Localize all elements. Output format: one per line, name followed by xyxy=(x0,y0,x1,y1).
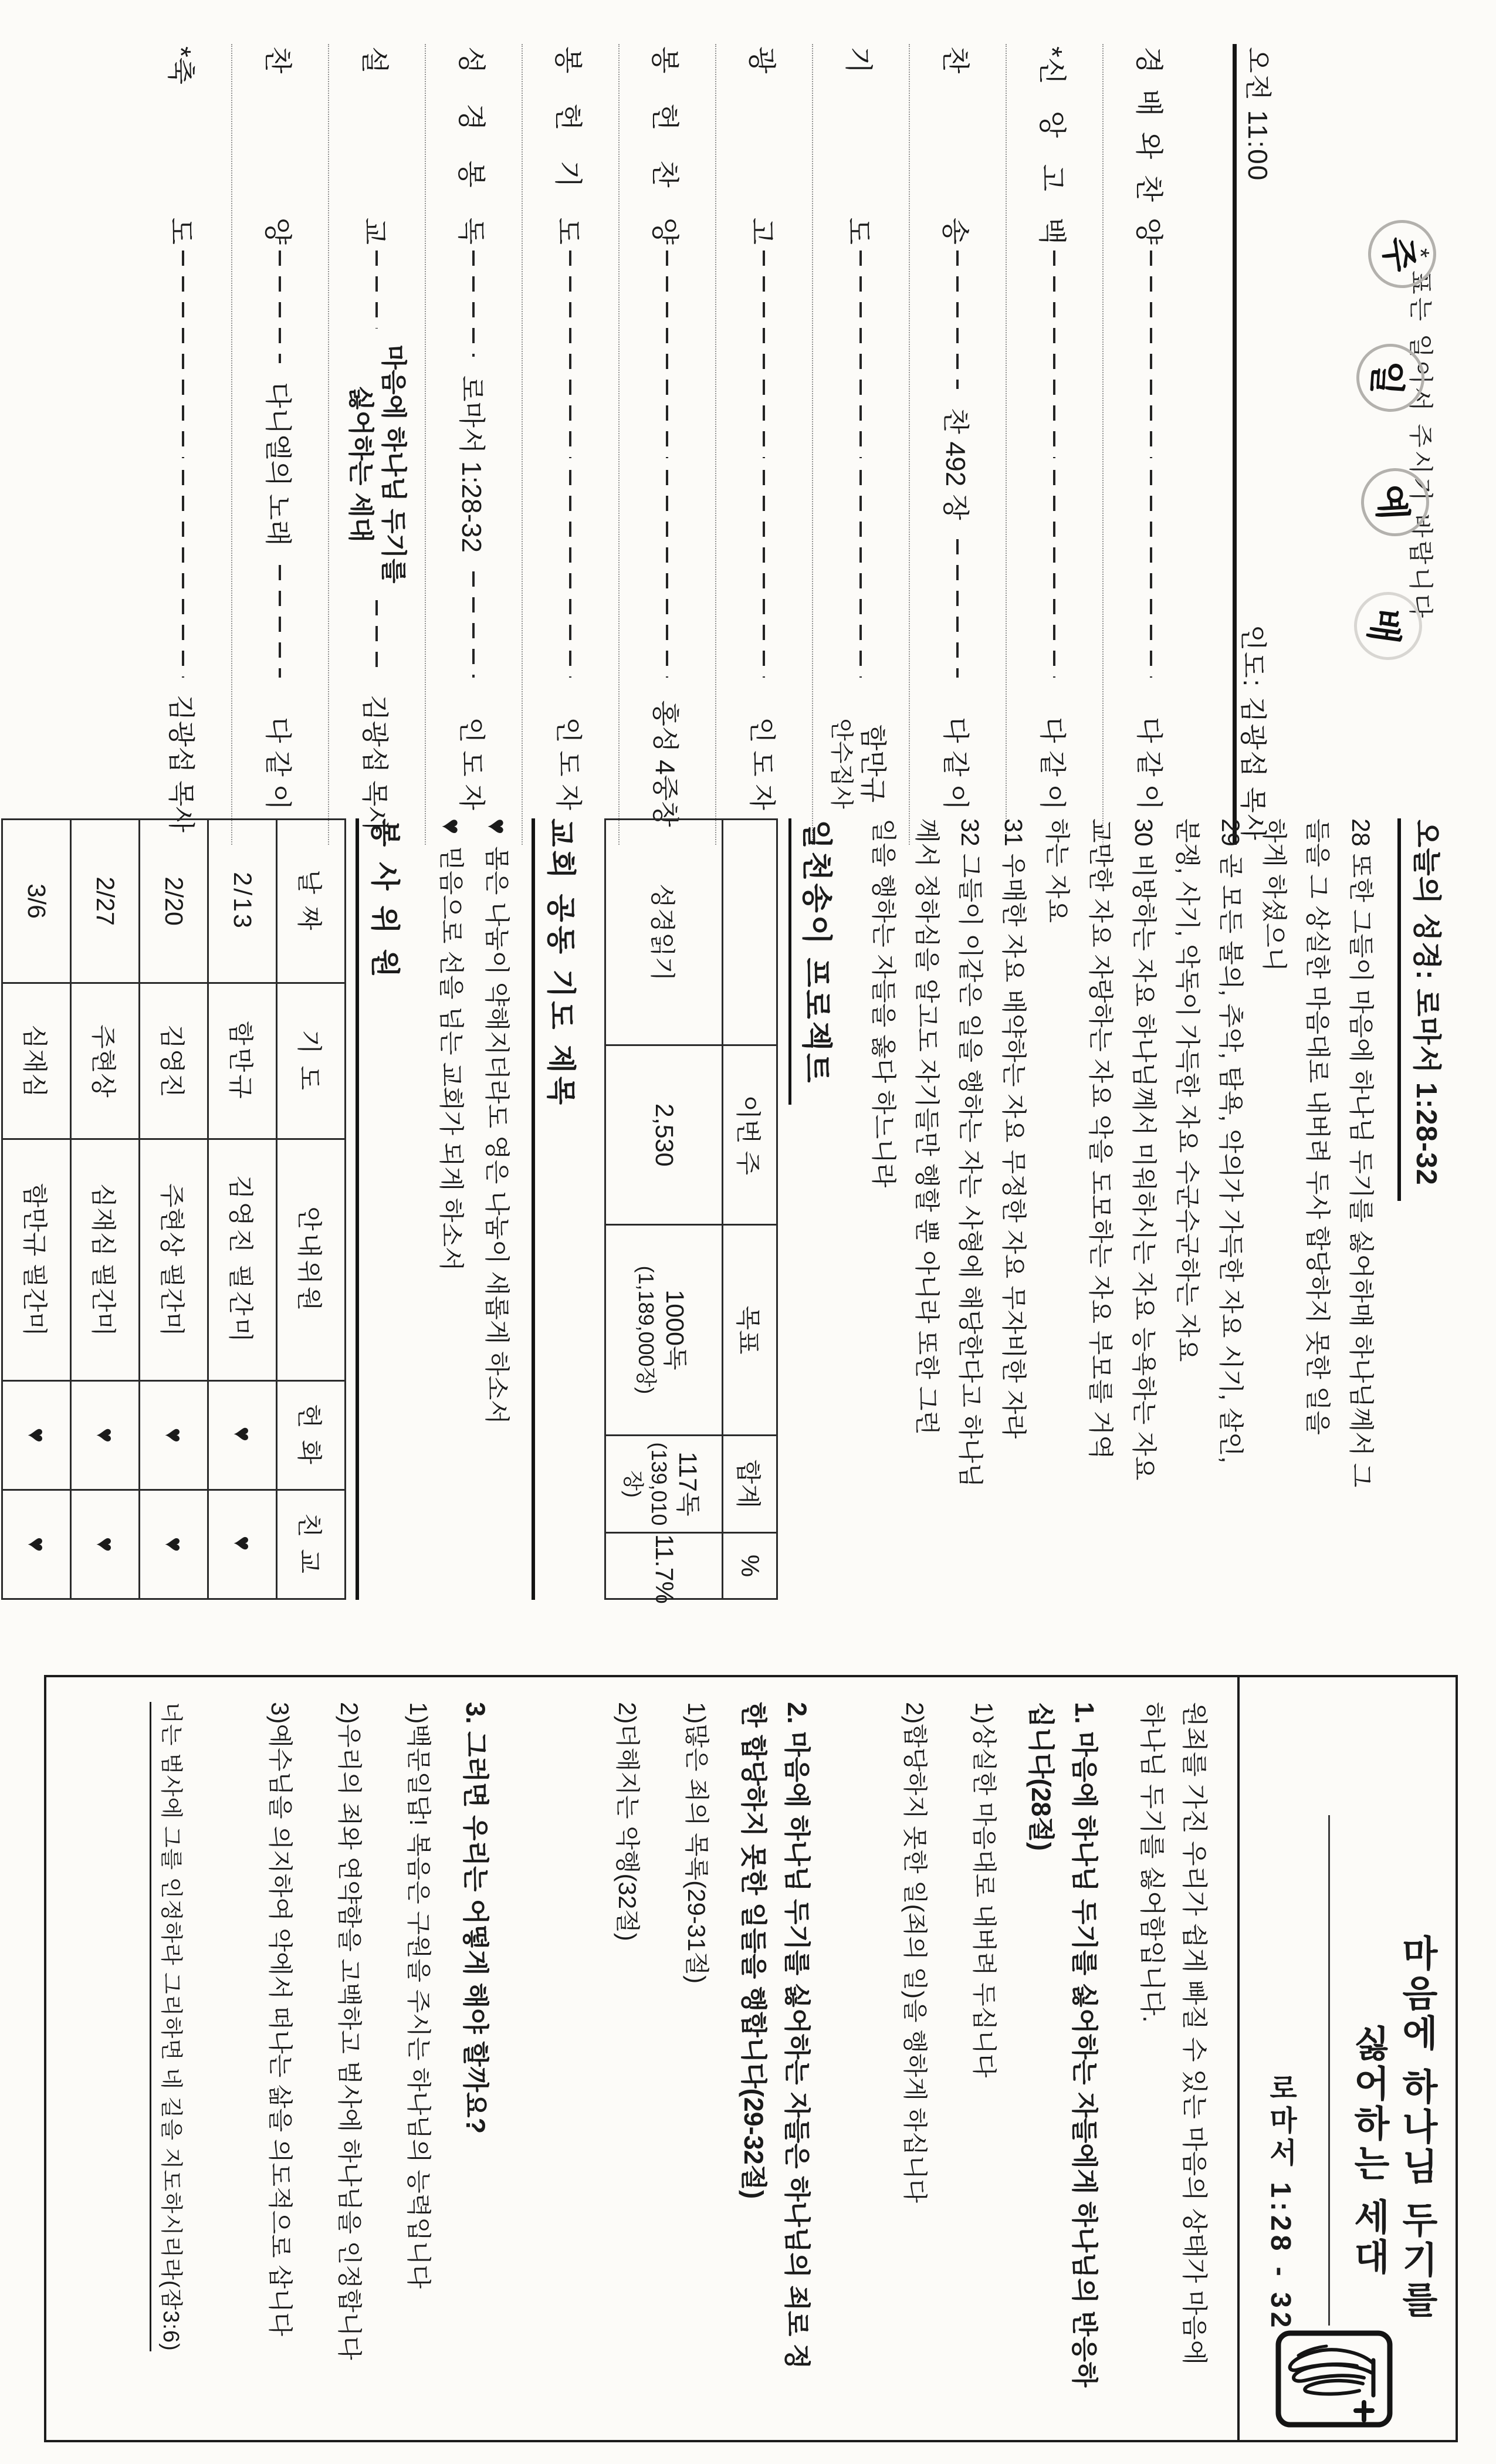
order-item-label: 경 배 와 찬 양 xyxy=(1133,46,1164,245)
volunteers-table xyxy=(1,818,346,1600)
order-item-label: 광 고 xyxy=(746,46,777,245)
sermon-point-2-sub: 1)많은 죄의 목록(29-31절) xyxy=(683,1702,710,1984)
order-item-label: *신 앙 고 백 xyxy=(1036,46,1067,245)
volunteers-row xyxy=(140,820,208,1599)
heart-icon: ♥ xyxy=(2,1380,71,1490)
order-item-label: 설 교 xyxy=(358,46,390,245)
scripture-line: 하는 자요 xyxy=(1043,818,1071,923)
vol-prayer: 심재심 xyxy=(2,983,71,1139)
standing-footnote: * 표는 일어서 주시기 바랍니다 xyxy=(1407,248,1434,621)
vol-date: 2/20 xyxy=(140,820,208,983)
title-circle-char: 예 xyxy=(1359,466,1431,538)
sermon-point-3: 3. 그러면 우리는 어떻게 해야 할까요? xyxy=(461,1702,490,2134)
order-item-label: 찬 양 xyxy=(262,46,293,245)
order-row xyxy=(523,44,620,845)
sermon-point-1-cont: 십니다(28절) xyxy=(1026,1702,1056,1851)
project-col-empty xyxy=(723,820,777,1045)
vol-date: 2/13 xyxy=(208,820,277,983)
scripture-heading: 오늘의 성경: 로마서 1:28-32 xyxy=(1397,818,1449,1201)
order-item-performer: 김광섭 목사 xyxy=(166,695,197,832)
order-row xyxy=(426,44,523,845)
project-goal-value: 1000독 (1,189,000장) xyxy=(605,1225,723,1436)
order-item-label: 성 경 봉 독 xyxy=(455,46,486,245)
scripture-line: 하게 하셨으니 xyxy=(1260,818,1288,972)
volunteers-header-row xyxy=(277,820,346,1599)
order-item-detail: 찬 492 장 xyxy=(940,408,972,520)
scripture-line: 들을 그 상실한 마음대로 내버려 두사 합당하지 못한 일을 xyxy=(1303,818,1331,1435)
project-col-percent: % xyxy=(723,1533,777,1599)
vol-usher: 주현상 필간미 xyxy=(140,1139,208,1380)
title-circle-char: 배 xyxy=(1349,587,1426,664)
sermon-title: 마음에 하나님 두기를 싫어하는 세대 xyxy=(1348,1934,1437,2321)
leader-dashes xyxy=(570,251,572,458)
vol-usher: 함만규 필간미 xyxy=(2,1139,71,1380)
leader-dashes xyxy=(182,251,185,458)
leader-dashes xyxy=(860,251,862,458)
vol-col-date: 날 짜 xyxy=(277,820,346,983)
sermon-intro-line: 원죄를 가진 우리가 쉽게 빠질 수 있는 마음의 상태가 마음에 xyxy=(1180,1702,1209,2365)
heart-icon: ♥ xyxy=(482,818,513,835)
order-row xyxy=(716,44,813,845)
leader-dashes xyxy=(763,251,766,458)
vol-prayer: 김영진 xyxy=(140,983,208,1139)
order-item-performer: 다 같 이 xyxy=(1134,717,1165,810)
section-rule xyxy=(356,818,359,1600)
order-item-performer: 김광섭 목사 xyxy=(360,695,391,832)
scripture-line: 29 곧 모든 불의, 추악, 탐욕, 악의가 가득한 자요 시기, 살인, xyxy=(1216,818,1244,1464)
heart-icon: ♥ xyxy=(71,1380,140,1490)
praying-hands-icon xyxy=(1275,2330,1393,2428)
scripture-line: 분쟁, 사기, 악독이 가득한 자요 수군수군하는 자요 xyxy=(1173,818,1201,1362)
scripture-line: 교만한 자요 자랑하는 자요 악을 도모하는 자요 부모를 거역 xyxy=(1086,818,1114,1460)
vol-col-flower: 헌 화 xyxy=(277,1380,346,1490)
heart-icon: ♥ xyxy=(71,1490,140,1599)
sermon-point-1: 1. 마음에 하나님 두기를 싫어하는 자들에게 하나님의 반응하 xyxy=(1069,1702,1099,2388)
volunteers-row xyxy=(71,820,140,1599)
order-item-label: 기 도 xyxy=(842,46,874,245)
leader-dashes xyxy=(570,470,572,678)
heart-icon: ♥ xyxy=(140,1380,208,1490)
scripture-text xyxy=(861,818,1382,1600)
heart-icon: ♥ xyxy=(140,1490,208,1599)
vol-col-usher: 안내위원 xyxy=(277,1139,346,1380)
project-value-row xyxy=(605,820,723,1599)
leader-dashes xyxy=(957,539,959,678)
order-item-label: 봉 헌 찬 양 xyxy=(649,46,680,245)
project-row-label: 성경읽기 xyxy=(605,820,723,1045)
leader-dashes xyxy=(376,600,378,678)
leader-dashes xyxy=(1150,251,1153,458)
order-item-performer: 함만규 안수집사 xyxy=(828,718,889,809)
order-row xyxy=(813,44,910,845)
sermon-title-box-inner xyxy=(1242,1677,1458,2435)
heart-icon: ♥ xyxy=(208,1380,277,1490)
sermon-intro-line: 하나님 두기를 싫어함입니다. xyxy=(1138,1702,1166,2023)
bulletin-title-calligraphy xyxy=(1363,220,1431,660)
leader-dashes xyxy=(1150,470,1153,678)
project-total-value: 117독 (139,010장) xyxy=(605,1435,723,1532)
project-heading: 일천송이 프로젝트 xyxy=(788,818,841,1105)
leader-dashes xyxy=(860,470,862,678)
project-thisweek-value: 2,530 xyxy=(605,1045,723,1225)
sermon-point-3-sub: 3)예수님을 의지하여 악에서 떠나는 삶을 의도적으로 삽니다 xyxy=(266,1702,294,2337)
service-leader: 인도: 김광섭 목사 xyxy=(1238,624,1268,841)
volunteers-section-heading: 봉 사 위 원 xyxy=(356,818,408,1600)
project-header-row xyxy=(723,820,777,1599)
leader-dashes xyxy=(763,470,766,678)
leader-dashes xyxy=(279,251,282,363)
sermon-scripture-ref: 로마서 1:28 - 32 xyxy=(1265,2073,1296,2332)
leader-dashes xyxy=(473,251,475,357)
bible-reading-project-table xyxy=(604,818,778,1604)
heart-icon: ♥ xyxy=(436,818,467,835)
title-circle-char: 일 xyxy=(1354,341,1427,414)
sermon-point-2-cont: 한 합당하지 못한 일들을 행합니다(29-32절) xyxy=(739,1702,769,2199)
project-col-total: 합계 xyxy=(723,1435,777,1532)
scripture-line: 28 또한 그들이 마음에 하나님 두기를 싫어하매 하나님께서 그 xyxy=(1346,818,1375,1488)
scripture-line: 31 우매한 자요 배약하는 자요 무정한 자요 무자비한 자라 xyxy=(999,818,1027,1439)
vol-prayer: 주현상 xyxy=(71,983,140,1139)
sermon-point-2: 2. 마음에 하나님 두기를 싫어하는 자들은 하나님의 죄로 정 xyxy=(782,1702,812,2370)
order-item-detail: 마음에 하나님 두기를 싫어하는 세대 xyxy=(346,344,408,584)
title-divider-line xyxy=(1328,1815,1330,2326)
order-item-label: *축 도 xyxy=(165,46,196,245)
prayer-items xyxy=(428,818,520,1600)
project-col-goal: 목표 xyxy=(723,1225,777,1436)
sermon-point-1-sub: 2)합당하지 못한 일(죄의 일)을 행하게 하십니다 xyxy=(901,1702,929,2203)
order-row xyxy=(1104,44,1199,845)
vol-usher: 심재심 필간미 xyxy=(71,1139,140,1380)
leader-dashes xyxy=(376,251,378,329)
title-circle-char: 주 xyxy=(1364,216,1440,292)
leader-dashes xyxy=(957,251,959,389)
order-row xyxy=(329,44,426,845)
service-time: 오전 11:00 xyxy=(1243,47,1273,182)
order-item-performer: 인 도 자 xyxy=(553,717,584,810)
order-row xyxy=(136,44,232,845)
heart-icon: ♥ xyxy=(208,1490,277,1599)
order-row xyxy=(620,44,716,845)
order-item-performer: 다 같 이 xyxy=(940,717,972,810)
scripture-line: 32 그들이 이같은 일을 행하는 자는 사형에 해당한다고 하나님 xyxy=(956,818,984,1488)
leader-dashes xyxy=(666,251,669,458)
vol-col-fellowship: 친 교 xyxy=(277,1490,346,1599)
order-item-performer: 인 도 자 xyxy=(747,717,778,810)
scripture-line: 께서 정하심을 알고도 자기들만 행할 뿐 아니라 또한 그런 xyxy=(912,818,940,1435)
order-item-detail: 다니엘의 노래 xyxy=(263,382,294,546)
order-item-label: 찬 송 xyxy=(939,46,970,245)
volunteers-row xyxy=(208,820,277,1599)
order-item-performer: 인 도 자 xyxy=(456,717,488,810)
leader-dashes xyxy=(182,470,185,678)
order-row xyxy=(232,44,329,845)
leader-dashes xyxy=(1054,470,1056,678)
prayer-item: ♥몸은 나눔이 약해지더라도 영은 나눔이 새롭게 하소서 xyxy=(482,818,513,1424)
vol-date: 2/27 xyxy=(71,820,140,983)
order-of-worship-list xyxy=(136,44,1199,845)
heart-icon: ♥ xyxy=(2,1490,71,1599)
leader-dashes xyxy=(279,565,282,678)
order-row xyxy=(910,44,1007,845)
vol-prayer: 함만규 xyxy=(208,983,277,1139)
sermon-notes-panel xyxy=(44,1675,1458,2442)
scripture-line: 30 비방하는 자요 하나님께서 미워하시는 자요 능욕하는 자요 xyxy=(1129,818,1157,1481)
order-item-performer: 홍성 4중창 xyxy=(650,700,681,827)
prayer-section-heading: 교회 공동 기도 제목 xyxy=(532,818,584,1600)
order-item-label: 봉 헌 기 도 xyxy=(552,46,583,245)
middle-panel xyxy=(1,818,1449,1604)
closing-verse-quote: 너는 범사에 그를 인정하라 그리하면 네 길을 지도하시리라(잠3:6) xyxy=(150,1702,189,2351)
project-percent-value: 11.7% xyxy=(605,1533,723,1599)
order-row xyxy=(1007,44,1104,845)
scripture-line: 일을 행하는 자들을 옳다 하느니라 xyxy=(869,818,897,1188)
leader-dashes xyxy=(666,470,669,678)
section-rule xyxy=(532,818,535,1600)
sermon-outline xyxy=(46,1677,1240,2440)
order-item-performer: 다 같 이 xyxy=(1037,717,1068,810)
order-item-performer: 다 같 이 xyxy=(263,717,294,810)
sermon-title-box xyxy=(1237,1677,1456,2440)
volunteers-row xyxy=(2,820,71,1599)
vol-col-prayer: 기 도 xyxy=(277,983,346,1139)
header-rule xyxy=(1233,44,1237,845)
project-col-thisweek: 이번 주 xyxy=(723,1045,777,1225)
worship-order-panel xyxy=(165,44,1455,845)
prayer-item: ♥믿음으로 선을 넘는 교회가 되게 하소서 xyxy=(436,818,467,1271)
sermon-point-3-sub: 1)백문일답! 복음은 구원을 주시는 하나님의 능력입니다 xyxy=(405,1702,432,2289)
leader-dashes xyxy=(473,571,475,678)
vol-usher: 김영진 필간미 xyxy=(208,1139,277,1380)
vol-date: 3/6 xyxy=(2,820,71,983)
sermon-point-3-sub: 2)우리의 죄와 연약함을 고백하고 범사에 하나님을 인정합니다 xyxy=(336,1702,363,2360)
order-item-detail: 로마서 1:28-32 xyxy=(456,375,488,553)
sermon-point-1-sub: 1)상실한 마음대로 내버려 두십니다 xyxy=(970,1702,998,2078)
leader-dashes xyxy=(1054,251,1056,458)
sermon-point-2-sub: 2)더해지는 악행(32절) xyxy=(614,1702,641,1941)
